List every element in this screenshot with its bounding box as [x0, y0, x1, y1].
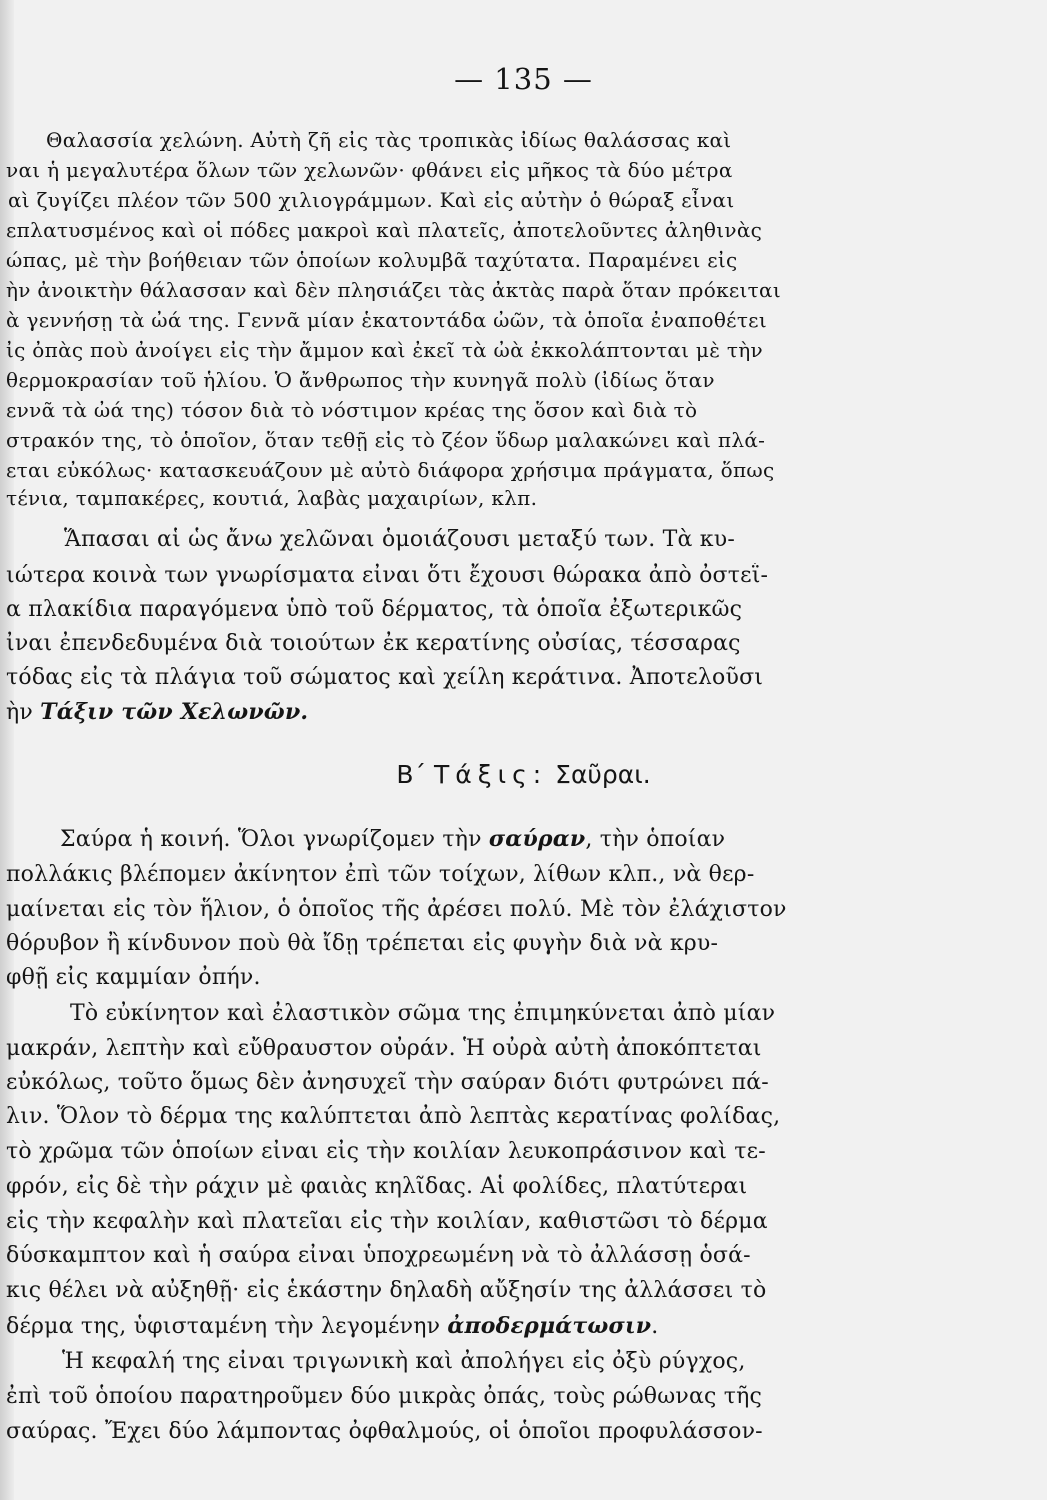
text-line: μαίνεται εἰς τὸν ἥλιον, ὁ ὁποῖος τῆς ἀρέσει πολύ. Μὲ τὸν ἐλάχιστον	[6, 897, 787, 922]
text-span: , τὴν ὁποίαν	[585, 827, 726, 852]
text-span: Σαύρα ἡ κοινή. Ὅλοι γνωρίζομεν τὴν	[60, 827, 489, 852]
text-line: στρακόν της, τὸ ὁποῖον, ὅταν τεθῇ εἰς τὸ ζέον ὕδωρ μαλακώνει καὶ πλά-	[6, 428, 766, 452]
section-heading	[0, 760, 1047, 789]
text-line: Ἡ κεφαλή της εἶναι τριγωνικὴ καὶ ἀπολήγει εἰς ὀξὺ ρύγχος,	[62, 1349, 746, 1374]
text-line: εἰς τὴν κεφαλὴν καὶ πλατεῖαι εἰς τὴν κοιλίαν, καθιστῶσι τὸ δέρμα	[6, 1209, 768, 1234]
emphasis-text: σαύραν	[488, 826, 586, 852]
text-line: εὐκόλως, τοῦτο ὅμως δὲν ἀνησυχεῖ τὴν σαύραν διότι φυτρώνει πά-	[6, 1070, 769, 1095]
text-line: θερμοκρασίαν τοῦ ἡλίου. Ὁ ἄνθρωπος τὴν κυνηγᾶ πολὺ (ἰδίως ὅταν	[6, 368, 715, 392]
text-line: μακράν, λεπτὴν καὶ εὔθραυστον οὐράν. Ἡ οὐρὰ αὐτὴ ἀποκόπτεται	[6, 1036, 762, 1061]
text-line	[60, 826, 936, 852]
text-line: επλατυσμένος καὶ οἱ πόδες μακροὶ καὶ πλατεῖς, ἀποτελοῦντες ἀληθινὰς	[6, 218, 763, 242]
text-line: λιν. Ὅλον τὸ δέρμα της καλύπτεται ἀπὸ λεπτὰς κερατίνας φολίδας,	[6, 1104, 781, 1129]
text-line: ὰ γεννήσῃ τὰ ὠά της. Γεννᾶ μίαν ἑκατοντάδα ὠῶν, τὰ ὁποῖα ἐναποθέτει	[6, 308, 767, 332]
text-line: κις θέλει νὰ αὐξηθῇ· εἰς ἑκάστην δηλαδὴ αὔξησίν της ἀλλάσσει τὸ	[6, 1278, 767, 1303]
text-line: εται εὐκόλως· κατασκευάζουν μὲ αὐτὸ διάφορα χρήσιμα πράγματα, ὅπως	[6, 458, 775, 482]
text-line: ιώτερα κοινὰ των γνωρίσματα εἶναι ὅτι ἔχουσι θώρακα ἀπὸ ὀστεΐ-	[6, 563, 769, 588]
text-line: τένια, ταμπακέρες, κουτιά, λαβὰς μαχαιρίων, κλπ.	[6, 486, 538, 510]
text-line	[6, 1313, 936, 1339]
text-line: αὶ ζυγίζει πλέον τῶν 500 χιλιογράμμων. Καὶ εἰς αὐτὴν ὁ θώραξ εἶναι	[8, 188, 735, 212]
text-span: ὴν	[6, 700, 41, 725]
heading-prefix: Β΄	[396, 760, 434, 789]
text-line: Ἅπασαι αἱ ὡς ἄνω χελῶναι ὁμοιάζουσι μεταξύ των. Τὰ κυ-	[64, 527, 735, 552]
text-line: τόδας εἰς τὰ πλάγια τοῦ σώματος καὶ χείλη κεράτινα. Ἀποτελοῦσι	[6, 665, 764, 690]
emphasis-text: ἀποδερμάτωσιν	[447, 1313, 652, 1339]
text-line: ἐπὶ τοῦ ὁποίου παρατηροῦμεν δύο μικρὰς ὀπάς, τοὺς ρώθωνας τῆς	[6, 1384, 763, 1409]
emphasis-text: Τάξιν τῶν Χελωνῶν.	[40, 699, 309, 725]
text-line: Θαλασσία χελώνη. Αὐτὴ ζῆ εἰς τὰς τροπικὰς ἰδίως θαλάσσας καὶ	[46, 128, 732, 152]
text-line: σαύρας. Ἔχει δύο λάμποντας ὀφθαλμούς, οἱ ὁποῖοι προφυλάσσον-	[6, 1419, 763, 1444]
text-line: φρόν, εἰς δὲ τὴν ράχιν μὲ φαιὰς κηλῖδας. Αἱ φολίδες, πλατύτεραι	[6, 1174, 748, 1199]
text-line: ναι ἡ μεγαλυτέρα ὅλων τῶν χελωνῶν· φθάνει εἰς μῆκος τὰ δύο μέτρα	[6, 158, 733, 182]
heading-spaced: Τάξις:	[433, 760, 548, 789]
text-line: Τὸ εὐκίνητον καὶ ἐλαστικὸν σῶμα της ἐπιμηκύνεται ἀπὸ μίαν	[70, 1001, 776, 1026]
text-line: τὸ χρῶμα τῶν ὁποίων εἶναι εἰς τὴν κοιλίαν λευκοπράσινον καὶ τε-	[6, 1139, 766, 1164]
text-line: ὴν ἀνοικτὴν θάλασσαν καὶ δὲν πλησιάζει τὰς ἀκτὰς παρὰ ὅταν πρόκειται	[6, 278, 781, 302]
text-line: α πλακίδια παραγόμενα ὑπὸ τοῦ δέρματος, τὰ ὁποῖα ἐξωτερικῶς	[6, 597, 743, 622]
text-line: θόρυβον ἢ κίνδυνον ποὺ θὰ ἴδῃ τρέπεται εἰς φυγὴν διὰ νὰ κρυ-	[6, 931, 719, 956]
text-line: ώπας, μὲ τὴν βοήθειαν τῶν ὁποίων κολυμβᾶ ταχύτατα. Παραμένει εἰς	[6, 248, 738, 272]
text-line: πολλάκις βλέπομεν ἀκίνητον ἐπὶ τῶν τοίχων, λίθων κλπ., νὰ θερ-	[6, 862, 755, 887]
text-line: ἰς ὀπὰς ποὺ ἀνοίγει εἰς τὴν ἄμμον καὶ ἐκεῖ τὰ ὠὰ ἐκκολάπτονται μὲ τὴν	[6, 338, 764, 362]
text-span: δέρμα της, ὑφισταμένη τὴν λεγομένην	[6, 1314, 448, 1339]
text-line: δύσκαμπτον καὶ ἡ σαύρα εἶναι ὑποχρεωμένη νὰ τὸ ἀλλάσσῃ ὁσά-	[6, 1243, 751, 1268]
text-line	[6, 699, 936, 725]
page-number: — 135 —	[454, 62, 593, 96]
text-line: φθῇ εἰς καμμίαν ὀπήν.	[6, 965, 261, 990]
heading-suffix: Σαῦραι.	[547, 760, 651, 789]
text-span: .	[651, 1314, 659, 1339]
text-line: εννᾶ τὰ ὠά της) τόσον διὰ τὸ νόστιμον κρέας της ὅσον καὶ διὰ τὸ	[6, 398, 698, 422]
text-line: ἶναι ἐπενδεδυμένα διὰ τοιούτων ἐκ κερατίνης οὐσίας, τέσσαρας	[6, 631, 741, 656]
